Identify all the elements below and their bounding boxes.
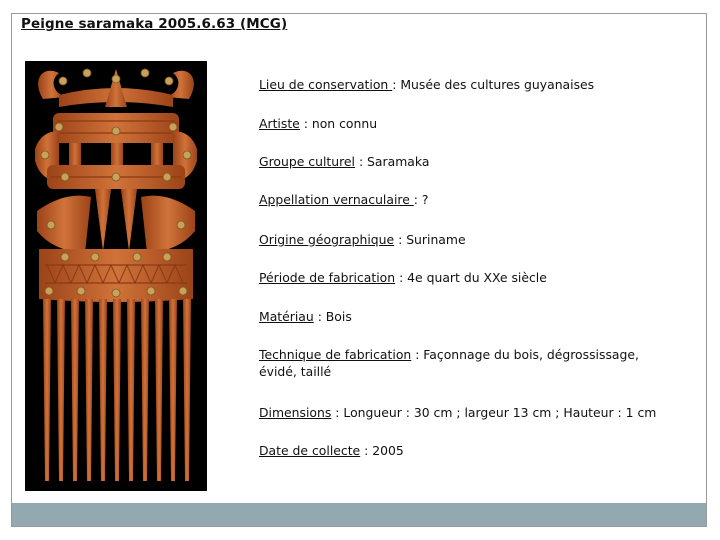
info-label: Technique de fabrication	[259, 347, 412, 362]
info-row-date	[259, 442, 679, 459]
info-value: : Bois	[313, 309, 352, 324]
info-label: Groupe culturel	[259, 154, 355, 169]
info-label: Période de fabrication	[259, 270, 396, 285]
info-label: Dimensions	[259, 405, 332, 420]
comb-illustration	[25, 61, 207, 491]
info-label: Origine géographique	[259, 232, 395, 247]
info-label: Appellation vernaculaire	[259, 192, 414, 207]
info-row-appellation	[259, 191, 679, 208]
info-value: : non connu	[299, 116, 378, 131]
info-label: Matériau	[259, 309, 314, 324]
info-value: : Saramaka	[355, 154, 430, 169]
info-label: Lieu de conservation	[259, 77, 393, 92]
info-row-artiste	[259, 115, 679, 132]
slide-title: Peigne saramaka 2005.6.63 (MCG)	[21, 16, 288, 32]
info-row-lieu	[259, 76, 679, 93]
info-label: Date de collecte	[259, 443, 361, 458]
info-value: : Musée des cultures guyanaises	[392, 77, 595, 92]
info-row-groupe	[259, 153, 679, 170]
info-value: : Façonnage du bois, dégrossissage, évidé, taillé	[259, 347, 639, 379]
info-value: : Longueur : 30 cm ; largeur 13 cm ; Hauteur : 1 cm	[331, 405, 657, 420]
comb-photo	[25, 61, 207, 491]
info-value: : 4e quart du XXe siècle	[395, 270, 547, 285]
info-value: : 2005	[360, 443, 404, 458]
info-value: : ?	[413, 192, 429, 207]
footer-bar	[12, 503, 706, 526]
info-value: : Suriname	[394, 232, 466, 247]
info-row-periode	[259, 269, 679, 286]
info-label: Artiste	[259, 116, 300, 131]
info-row-materiau	[259, 308, 679, 325]
info-row-origine	[259, 231, 679, 248]
info-row-technique	[259, 346, 679, 380]
info-row-dimensions	[259, 404, 679, 421]
